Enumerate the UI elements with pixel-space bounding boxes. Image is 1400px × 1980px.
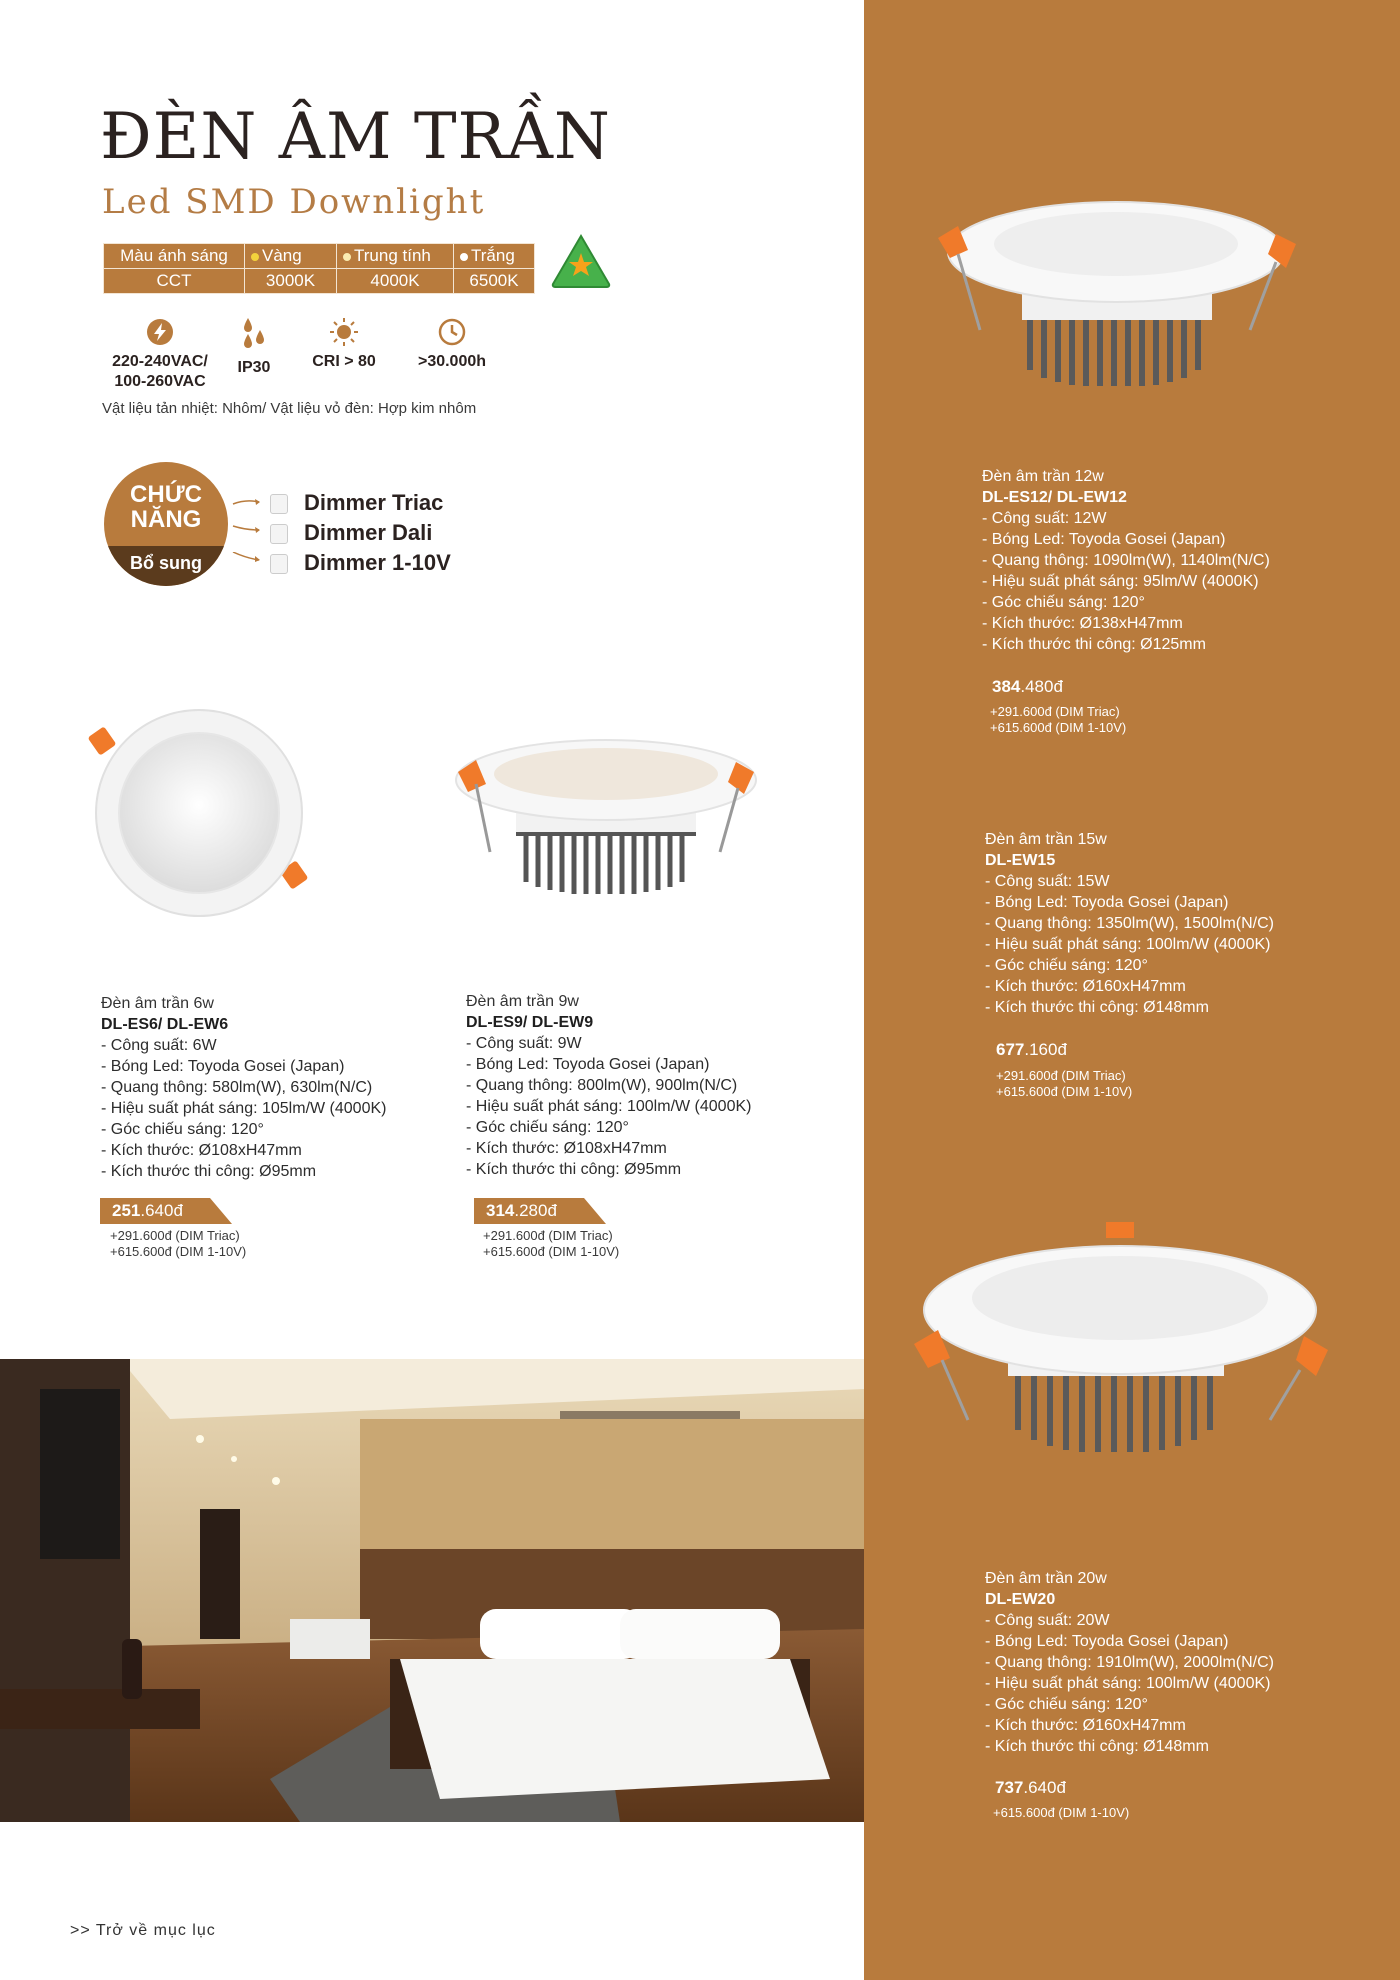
product-attr: - Hiệu suất phát sáng: 100lm/W (4000K) — [466, 1098, 752, 1115]
product-attr: - Hiệu suất phát sáng: 95lm/W (4000K) — [982, 573, 1259, 590]
dimmer-triac-item: Dimmer Triac — [270, 489, 443, 517]
dimmer-switch-icon — [270, 554, 288, 574]
page-title: ĐÈN ÂM TRẦN — [100, 100, 611, 174]
cct-row-label: CCT — [104, 269, 245, 294]
ip-rating: IP30 — [237, 359, 271, 376]
lifetime-value: >30.000h — [417, 353, 487, 370]
price-6w: 251.640đ — [100, 1198, 183, 1224]
sun-icon — [327, 318, 361, 346]
price-addons-20w: +615.600đ (DIM 1-10V) — [993, 1805, 1130, 1820]
dimmer-switch-icon — [270, 494, 288, 514]
product-attr: - Quang thông: 580lm(W), 630lm(N/C) — [101, 1079, 373, 1096]
product-attr: - Góc chiếu sáng: 120° — [466, 1119, 629, 1136]
product-attr: - Góc chiếu sáng: 120° — [985, 957, 1148, 974]
product-15w — [985, 829, 1274, 1018]
cct-col-neutral: Trung tính — [337, 244, 454, 269]
product-attr: - Bóng Led: Toyoda Gosei (Japan) — [985, 1633, 1229, 1650]
product-name: Đèn âm trần 12w — [982, 468, 1104, 485]
product-attr: - Góc chiếu sáng: 120° — [985, 1696, 1148, 1713]
product-attr: - Quang thông: 800lm(W), 900lm(N/C) — [466, 1077, 738, 1094]
product-attr: - Kích thước: Ø108xH47mm — [466, 1140, 667, 1157]
product-attr: - Kích thước thi công: Ø148mm — [985, 999, 1209, 1016]
product-name: Đèn âm trần 9w — [466, 993, 579, 1010]
neutral-dot-icon — [343, 253, 351, 261]
product-attr: - Hiệu suất phát sáng: 100lm/W (4000K) — [985, 936, 1271, 953]
product-attr: - Kích thước thi công: Ø148mm — [985, 1738, 1209, 1755]
back-to-contents-link[interactable]: >> Trở về mục lục — [70, 1922, 216, 1939]
water-drops-icon — [240, 316, 268, 352]
price-12w: 384.480đ — [992, 677, 1063, 696]
downlight-20w-image — [908, 1220, 1338, 1470]
product-code: DL-ES12/ DL-EW12 — [982, 489, 1127, 506]
product-code: DL-ES6/ DL-EW6 — [101, 1016, 229, 1033]
feature-badge-sub: Bổ sung — [104, 546, 228, 586]
product-attr: - Công suất: 15W — [985, 873, 1110, 890]
price-20w: 737.640đ — [995, 1778, 1066, 1797]
cct-value-cool: 6500K — [454, 269, 535, 294]
product-attr: - Quang thông: 1910lm(W), 2000lm(N/C) — [985, 1654, 1274, 1671]
product-code: DL-EW20 — [985, 1591, 1056, 1608]
dimmer-1-10v-item: Dimmer 1-10V — [270, 549, 451, 577]
product-attr: - Công suất: 9W — [466, 1035, 582, 1052]
spec-ip — [226, 316, 282, 378]
cct-table-header-row — [104, 244, 535, 269]
product-attr: - Bóng Led: Toyoda Gosei (Japan) — [985, 894, 1229, 911]
certification-badge-icon — [550, 233, 612, 289]
cct-col-warm: Vàng — [245, 244, 337, 269]
cct-table-value-row — [104, 269, 535, 294]
product-attr: - Bóng Led: Toyoda Gosei (Japan) — [101, 1058, 345, 1075]
downlight-9w-image — [446, 722, 766, 902]
product-12w — [982, 466, 1270, 655]
downlight-6w-image — [88, 706, 310, 928]
product-attr: - Góc chiếu sáng: 120° — [982, 594, 1145, 611]
product-attr: - Góc chiếu sáng: 120° — [101, 1121, 264, 1138]
voltage-line-2: 100-260VAC — [114, 373, 206, 390]
product-attr: - Hiệu suất phát sáng: 100lm/W (4000K) — [985, 1675, 1271, 1692]
product-attr: - Quang thông: 1090lm(W), 1140lm(N/C) — [982, 552, 1270, 569]
product-attr: - Bóng Led: Toyoda Gosei (Japan) — [982, 531, 1226, 548]
bedroom-photo — [0, 1359, 864, 1822]
price-addons-6w: +291.600đ (DIM Triac) +615.600đ (DIM 1-10V) — [110, 1228, 247, 1259]
product-name: Đèn âm trần 6w — [101, 995, 214, 1012]
clock-icon — [437, 318, 467, 346]
feature-badge-title: CHỨC NĂNG — [130, 481, 202, 533]
product-code: DL-ES9/ DL-EW9 — [466, 1014, 594, 1031]
product-attr: - Kích thước: Ø108xH47mm — [101, 1142, 302, 1159]
arrow-right-icon — [232, 496, 262, 508]
spec-voltage — [104, 318, 216, 392]
warm-dot-icon — [251, 253, 259, 261]
cct-header-label: Màu ánh sáng — [104, 244, 245, 269]
downlight-12w-image — [930, 190, 1310, 400]
product-attr: - Kích thước: Ø138xH47mm — [982, 615, 1183, 632]
spec-lifetime — [404, 318, 500, 372]
cool-dot-icon — [460, 253, 468, 261]
product-9w — [466, 991, 751, 1180]
price-9w: 314.280đ — [474, 1198, 557, 1224]
feature-badge — [104, 462, 228, 586]
product-attr: - Quang thông: 1350lm(W), 1500lm(N/C) — [985, 915, 1274, 932]
cri-value: CRI > 80 — [312, 353, 376, 370]
product-name: Đèn âm trần 15w — [985, 831, 1107, 848]
arrow-right-icon — [232, 524, 262, 536]
material-note: Vật liệu tản nhiệt: Nhôm/ Vật liệu vỏ đèn: Hợp kim nhôm — [102, 400, 477, 417]
dimmer-switch-icon — [270, 524, 288, 544]
product-attr: - Hiệu suất phát sáng: 105lm/W (4000K) — [101, 1100, 387, 1117]
product-6w — [101, 993, 386, 1182]
price-addons-15w: +291.600đ (DIM Triac) +615.600đ (DIM 1-10V) — [996, 1068, 1133, 1099]
voltage-line-1: 220-240VAC/ — [112, 353, 208, 370]
product-attr: - Công suất: 6W — [101, 1037, 217, 1054]
product-20w — [985, 1568, 1274, 1757]
price-addons-9w: +291.600đ (DIM Triac) +615.600đ (DIM 1-10V) — [483, 1228, 620, 1259]
page-subtitle: Led SMD Downlight — [102, 182, 486, 222]
dimmer-dali-item: Dimmer Dali — [270, 519, 432, 547]
product-attr: - Kích thước thi công: Ø95mm — [466, 1161, 682, 1178]
product-code: DL-EW15 — [985, 852, 1056, 869]
cct-col-cool: Trắng — [454, 244, 535, 269]
lightning-icon — [146, 318, 174, 346]
product-attr: - Bóng Led: Toyoda Gosei (Japan) — [466, 1056, 710, 1073]
product-attr: - Công suất: 20W — [985, 1612, 1110, 1629]
product-attr: - Kích thước: Ø160xH47mm — [985, 978, 1186, 995]
product-attr: - Công suất: 12W — [982, 510, 1107, 527]
price-15w: 677.160đ — [996, 1040, 1067, 1059]
product-name: Đèn âm trần 20w — [985, 1570, 1107, 1587]
price-addons-12w: +291.600đ (DIM Triac) +615.600đ (DIM 1-10V) — [990, 704, 1127, 735]
cct-value-neutral: 4000K — [337, 269, 454, 294]
arrow-right-icon — [232, 552, 262, 564]
cct-value-warm: 3000K — [245, 269, 337, 294]
product-attr: - Kích thước thi công: Ø95mm — [101, 1163, 317, 1180]
spec-cri — [300, 318, 388, 372]
cct-table — [103, 243, 535, 294]
product-attr: - Kích thước: Ø160xH47mm — [985, 1717, 1186, 1734]
product-attr: - Kích thước thi công: Ø125mm — [982, 636, 1206, 653]
